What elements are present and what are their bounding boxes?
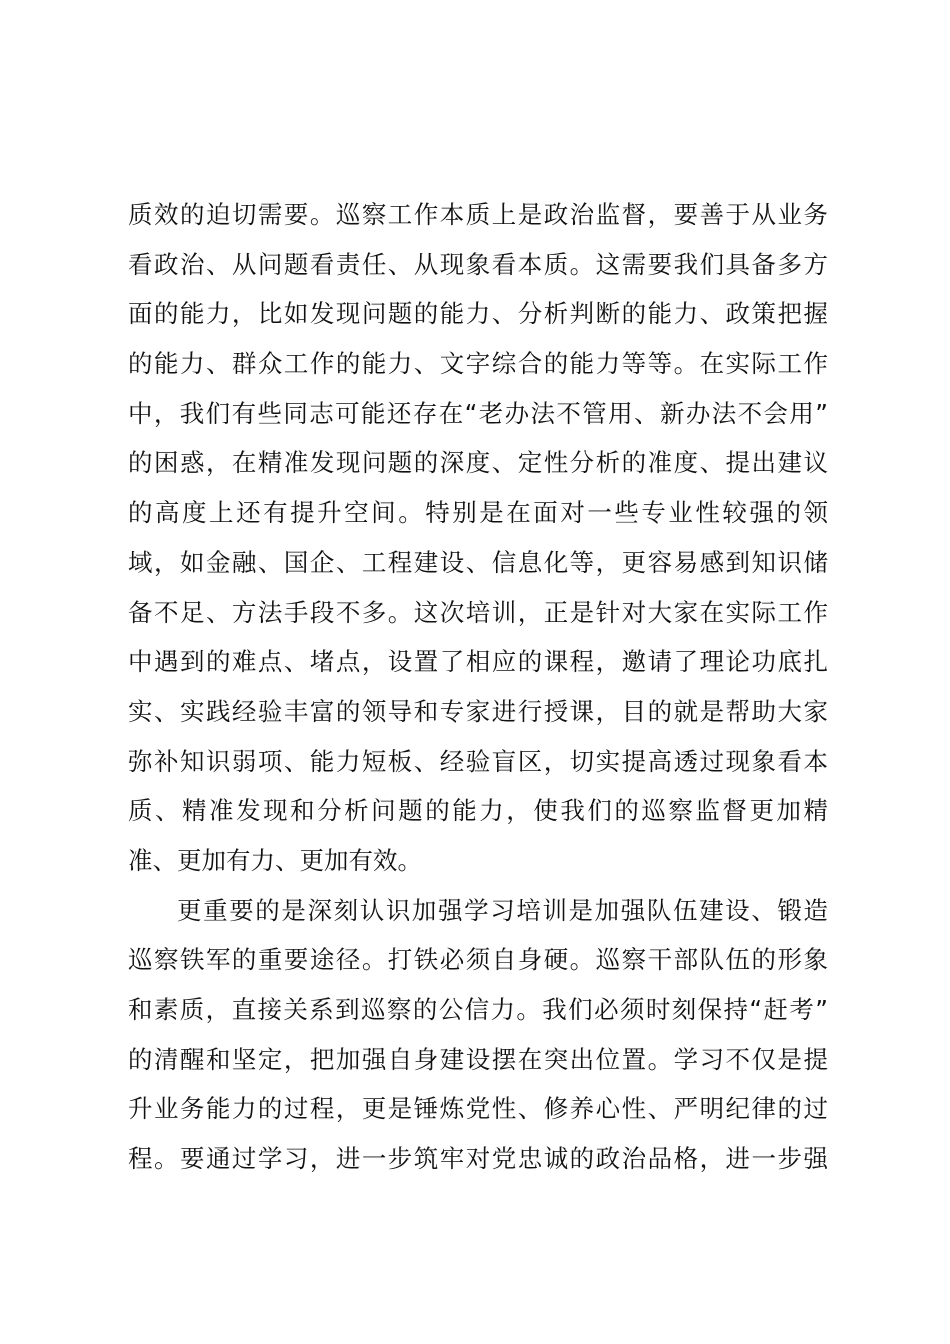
paragraph-1-line: 备不足、方法手段不多。这次培训，正是针对大家在实际工作 — [128, 597, 828, 627]
paragraph-2-line: 程。要通过学习，进一步筑牢对党忠诚的政治品格，进一步强 — [128, 1144, 828, 1174]
paragraph-1-line: 中遇到的难点、堵点，设置了相应的课程，邀请了理论功底扎 — [128, 647, 828, 677]
paragraph-1-line: 准、更加有力、更加有效。 — [128, 845, 422, 875]
paragraph-2-first-line: 更重要的是深刻认识加强学习培训是加强队伍建设、锻造 — [177, 895, 828, 925]
paragraph-1-line: 中，我们有些同志可能还存在“老办法不管用、新办法不会用” — [128, 398, 828, 428]
paragraph-1-line: 实、实践经验丰富的领导和专家进行授课，目的就是帮助大家 — [128, 696, 828, 726]
paragraph-2-line: 巡察铁军的重要途径。打铁必须自身硬。巡察干部队伍的形象 — [128, 945, 828, 975]
paragraph-1-line: 的困惑，在精准发现问题的深度、定性分析的准度、提出建议 — [128, 448, 828, 478]
paragraph-2-line: 升业务能力的过程，更是锤炼党性、修养心性、严明纪律的过 — [128, 1094, 828, 1124]
paragraph-1-line: 的高度上还有提升空间。特别是在面对一些专业性较强的领 — [128, 498, 828, 528]
body-text — [128, 190, 828, 1184]
paragraph-1-line: 质、精准发现和分析问题的能力，使我们的巡察监督更加精 — [128, 796, 828, 826]
paragraph-1-line: 质效的迫切需要。巡察工作本质上是政治监督，要善于从业务 — [128, 200, 828, 229]
paragraph-2-line: 和素质，直接关系到巡察的公信力。我们必须时刻保持“赶考” — [128, 995, 828, 1024]
paragraph-1-line: 域，如金融、国企、工程建设、信息化等，更容易感到知识储 — [128, 547, 828, 577]
paragraph-2-line: 的清醒和坚定，把加强自身建设摆在突出位置。学习不仅是提 — [128, 1044, 828, 1074]
paragraph-1-line: 弥补知识弱项、能力短板、经验盲区，切实提高透过现象看本 — [128, 746, 828, 776]
paragraph-1-line: 的能力、群众工作的能力、文字综合的能力等等。在实际工作 — [128, 349, 828, 379]
paragraph-1-line: 看政治、从问题看责任、从现象看本质。这需要我们具备多方 — [128, 249, 828, 279]
paragraph-1-line: 面的能力，比如发现问题的能力、分析判断的能力、政策把握 — [128, 299, 828, 329]
